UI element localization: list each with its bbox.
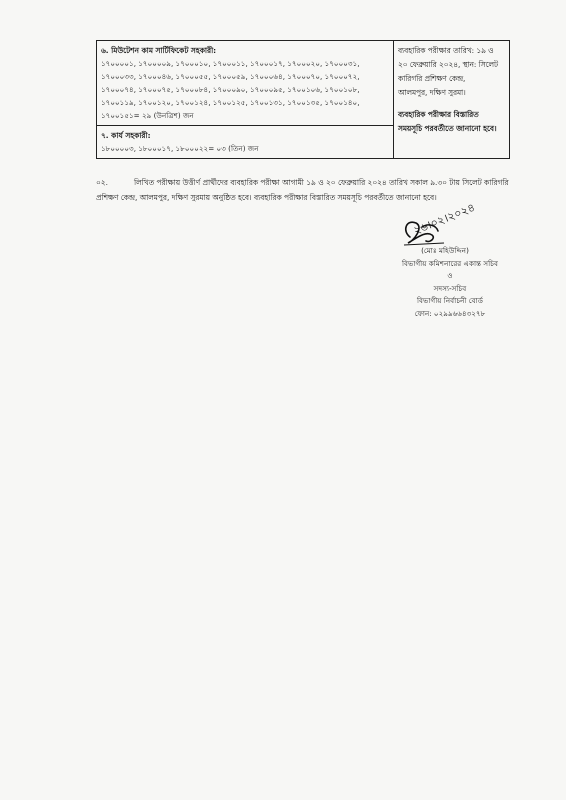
exam-info-cell — [394, 41, 510, 159]
exam-info-line: কারিগরি প্রশিক্ষণ কেন্দ্র, — [398, 74, 466, 83]
signatory-conjunction: ও — [447, 271, 453, 280]
section-7-heading: ৭. কার্য সহকারী: — [101, 131, 151, 140]
paragraph-number: ০২. — [96, 178, 108, 187]
section-6-heading: ৬. মিউটেশন কাম সার্টিফিকেট সহকারী: — [101, 46, 217, 55]
signatory-name: (মোঃ মহিউদ্দিন) — [421, 246, 469, 255]
schedule-note: সময়সূচি পরবর্তীতে জানানো হবে। — [398, 124, 497, 133]
signatory-role: সদস্য-সচিব — [433, 283, 467, 293]
signature-date: ২৬।০২।২০২৪ — [411, 200, 477, 238]
signatory-board: বিভাগীয় নির্বাচনী বোর্ড — [416, 296, 483, 305]
schedule-note: ব্যবহারিক পরীক্ষার বিস্তারিত — [398, 110, 479, 119]
section-7-cell — [97, 126, 394, 159]
results-table — [96, 40, 510, 159]
signatory-designation: বিভাগীয় কমিশনারের একান্ত সচিব — [401, 258, 499, 268]
section-6-line: ১৭০০১১৯, ১৭০০১২০, ১৭০০১২৪, ১৭০০১২৫, ১৭০০১৩১, ১৭০০১৩৫, ১৭০০১৪০, — [101, 98, 360, 107]
section-7-line: ১৮০০০০৩, ১৮০০০১৭, ১৮০০০২২= ০৩ (তিন) জন — [101, 144, 259, 153]
exam-info-line: ব্যবহারিক পরীক্ষার তারিখ: ১৯ ও — [398, 46, 494, 55]
section-6-line: ১৭০০১৫১= ২৯ (উনত্রিশ) জন — [101, 111, 194, 120]
section-6-line: ১৭০০০৩৩, ১৭০০০৪৬, ১৭০০০৫৫, ১৭০০০৫৯, ১৭০০০৬৪, ১৭০০০৭০, ১৭০০০৭২, — [101, 72, 360, 81]
signatory-block — [370, 245, 530, 320]
section-6-line: ১৭০০০৭৪, ১৭০০০৭৫, ১৭০০০৮৪, ১৭০০০৯০, ১৭০০০৯৫, ১৭০০১০৬, ১৭০০১০৮, — [101, 85, 360, 94]
exam-info-line: আলমপুর, দক্ষিণ সুরমা। — [398, 88, 466, 97]
signatory-phone: ফোন: ০২৯৯৬৬৪৩২৭৮ — [414, 308, 486, 318]
section-6-line: ১৭০০০০১, ১৭০০০০৯, ১৭০০০১০, ১৭০০০১১, ১৭০০০১৭, ১৭০০০২০, ১৭০০০৩১, — [101, 59, 360, 68]
paragraph-text: লিখিত পরীক্ষায় উত্তীর্ণ প্রার্থীদের ব্যবহারিক পরীক্ষা আগামী ১৯ ও ২০ ফেব্রুয়ারি ২০২৪ তারিখ সকাল ৯.৩০ টায় সিলেট কারিগরি প্রশিক্ষণ কেন্দ্র, আলমপুর, দক্ষিণ সুরমায় অনুষ্ঠিত হবে। ব্যবহারিক পরীক্ষার বিস্তারিত সময়সূচি পরবর্তীতে জানানো হবে। — [96, 178, 509, 202]
exam-info-line: ২০ ফেব্রুয়ারি ২০২৪, স্থান: সিলেট — [398, 60, 498, 69]
section-6-cell — [97, 41, 394, 126]
